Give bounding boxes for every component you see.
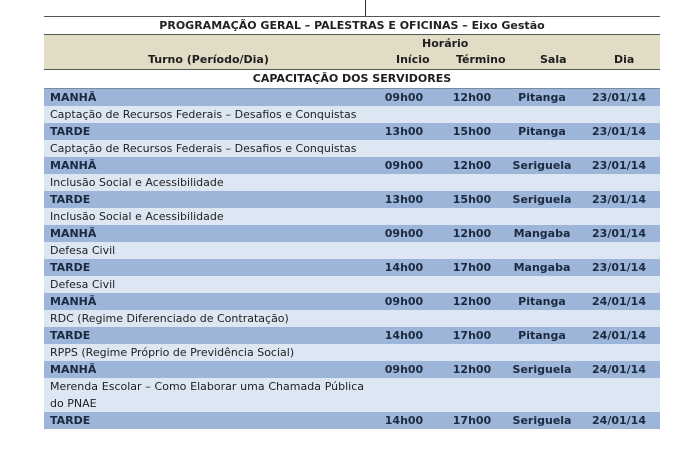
session-turno-row [44,293,660,310]
turno-label: TARDE [50,329,91,342]
inicio-cell: 13h00 [384,125,424,138]
session-topic-row [44,344,660,361]
header-termino: Término [456,53,506,66]
termino-cell: 12h00 [452,295,492,308]
sala-cell: Seriguela [512,159,572,172]
turno-label: TARDE [50,261,91,274]
turno-label: TARDE [50,125,91,138]
termino-cell: 17h00 [452,414,492,427]
session-turno-row [44,259,660,276]
turno-label: MANHÃ [50,159,97,172]
session-turno-row [44,89,660,106]
dia-cell: 23/01/14 [592,125,646,138]
section-title: CAPACITAÇÃO DOS SERVIDORES [44,70,660,89]
session-turno-row [44,361,660,378]
termino-cell: 12h00 [452,159,492,172]
session-topic-row [44,276,660,293]
topic-text: Captação de Recursos Federais – Desafios e Conquistas [50,142,357,155]
turno-label: TARDE [50,193,91,206]
topic-text: Inclusão Social e Acessibilidade [50,176,224,189]
dia-cell: 24/01/14 [592,414,646,427]
session-topic-row [44,174,660,191]
turno-label: MANHÃ [50,227,97,240]
topic-text: RDC (Regime Diferenciado de Contratação) [50,312,289,325]
sala-cell: Mangaba [513,261,571,274]
session-topic-row [44,242,660,259]
dia-cell: 23/01/14 [592,261,646,274]
termino-cell: 12h00 [452,91,492,104]
turno-label: MANHÃ [50,295,97,308]
inicio-cell: 14h00 [384,414,424,427]
dia-cell: 24/01/14 [592,363,646,376]
topic-text: Defesa Civil [50,244,116,257]
sala-cell: Pitanga [518,295,566,308]
header-sala: Sala [540,53,567,66]
termino-cell: 12h00 [452,227,492,240]
inicio-cell: 09h00 [384,91,424,104]
inicio-cell: 09h00 [384,159,424,172]
sala-cell: Pitanga [518,329,566,342]
schedule-table [44,16,660,429]
termino-cell: 12h00 [452,363,492,376]
dia-cell: 24/01/14 [592,329,646,342]
dia-cell: 23/01/14 [592,193,646,206]
topic-text: RPPS (Regime Próprio de Previdência Social) [50,346,295,359]
termino-cell: 17h00 [452,261,492,274]
session-turno-row [44,327,660,344]
session-topic-row [44,378,660,412]
inicio-cell: 09h00 [384,295,424,308]
dia-cell: 23/01/14 [592,227,646,240]
sala-cell: Mangaba [513,227,571,240]
session-topic-row [44,106,660,123]
dia-cell: 23/01/14 [592,159,646,172]
sala-cell: Pitanga [518,91,566,104]
session-turno-row [44,412,660,429]
termino-cell: 15h00 [452,193,492,206]
session-turno-row [44,157,660,174]
inicio-cell: 09h00 [384,227,424,240]
header-inicio: Início [396,53,430,66]
session-topic-row [44,310,660,327]
termino-cell: 15h00 [452,125,492,138]
session-turno-row [44,225,660,242]
topic-text: Inclusão Social e Acessibilidade [50,210,224,223]
column-header [44,35,660,70]
vertical-connector-line [365,0,366,16]
topic-text: Defesa Civil [50,278,116,291]
session-topic-row [44,208,660,225]
sala-cell: Seriguela [512,193,572,206]
session-topic-row [44,140,660,157]
sala-cell: Seriguela [512,363,572,376]
inicio-cell: 14h00 [384,329,424,342]
turno-label: MANHÃ [50,363,97,376]
inicio-cell: 14h00 [384,261,424,274]
session-turno-row [44,191,660,208]
session-list [44,89,660,429]
turno-label: TARDE [50,414,91,427]
dia-cell: 23/01/14 [592,91,646,104]
sala-cell: Seriguela [512,414,572,427]
header-dia: Dia [614,53,635,66]
header-horario: Horário [422,37,469,50]
inicio-cell: 13h00 [384,193,424,206]
termino-cell: 17h00 [452,329,492,342]
session-turno-row [44,123,660,140]
header-turno: Turno (Período/Dia) [148,53,269,66]
turno-label: MANHÃ [50,91,97,104]
inicio-cell: 09h00 [384,363,424,376]
topic-text: Merenda Escolar – Como Elaborar uma Chamada Pública do PNAE [50,380,364,410]
table-title: PROGRAMAÇÃO GERAL – PALESTRAS E OFICINAS – Eixo Gestão [159,19,545,32]
dia-cell: 24/01/14 [592,295,646,308]
topic-text: Captação de Recursos Federais – Desafios e Conquistas [50,108,357,121]
sala-cell: Pitanga [518,125,566,138]
